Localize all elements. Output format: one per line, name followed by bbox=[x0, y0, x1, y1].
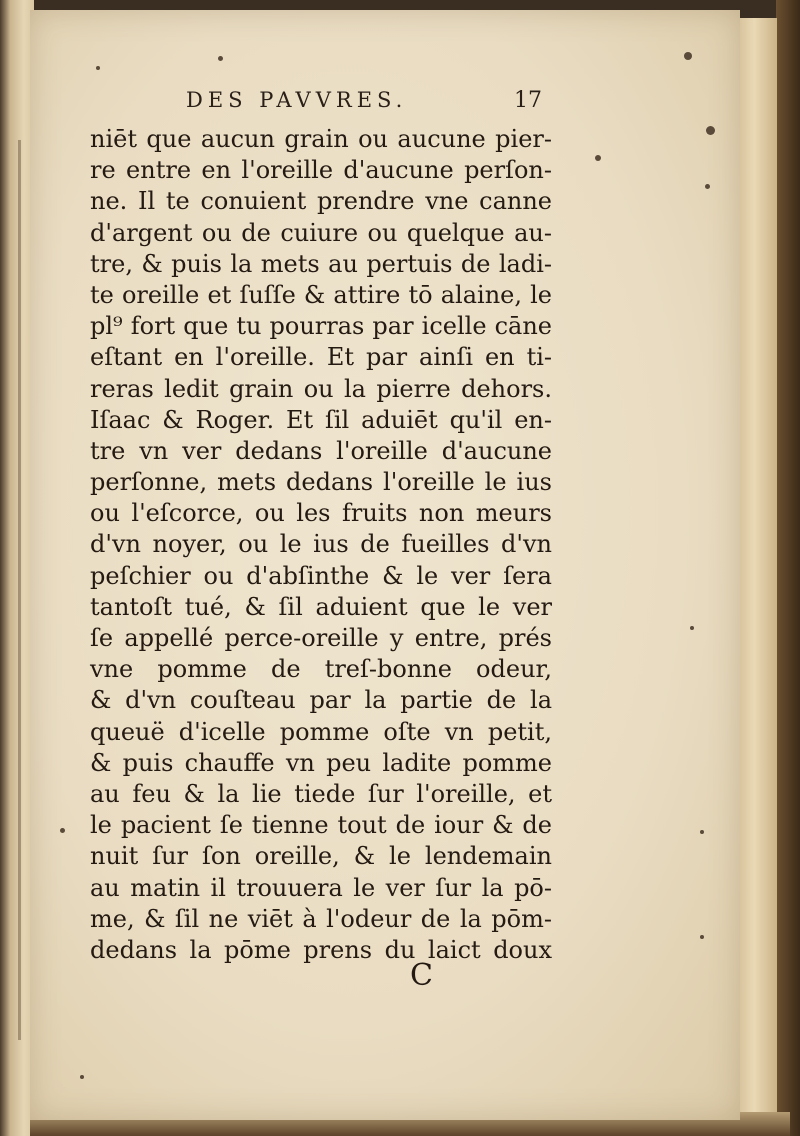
text-line: au matin il trouuera le ver ſur la pō- bbox=[90, 873, 552, 902]
text-line: vne pomme de treſ-bonne odeur, bbox=[90, 655, 552, 684]
text-line: nuit ſur ſon oreille, & le lendemain bbox=[90, 842, 552, 871]
text-line: tantoſt tué, & ſil aduient que le ver bbox=[90, 592, 552, 621]
text-line: d'argent ou de cuiure ou quelque au- bbox=[90, 218, 552, 247]
text-line: ſe appellé perce-oreille y entre, prés bbox=[90, 624, 552, 652]
text-line: ou l'eſcorce, ou les fruits non meurs bbox=[90, 499, 552, 528]
text-line: niēt que aucun grain ou aucune pier- bbox=[90, 125, 552, 153]
text-line: ne. Il te conuient prendre vne canne bbox=[90, 187, 552, 216]
paper-speck bbox=[218, 56, 223, 61]
paper-speck bbox=[684, 52, 692, 60]
paper-speck bbox=[706, 126, 715, 135]
text-line: & puis chauffe vn peu ladite pomme bbox=[90, 748, 552, 777]
text-line: tre, & puis la mets au pertuis de ladi- bbox=[90, 249, 552, 278]
text-line: d'vn noyer, ou le ius de fueilles d'vn bbox=[90, 530, 552, 559]
paper-speck bbox=[60, 828, 65, 833]
text-line: tre vn ver dedans l'oreille d'aucune bbox=[90, 436, 552, 465]
text-line: re entre en l'oreille d'aucune perſon- bbox=[90, 156, 552, 185]
text-line: eſtant en l'oreille. Et par ainſi en ti- bbox=[90, 343, 552, 372]
text-line: reras ledit grain ou la pierre dehors. bbox=[90, 374, 552, 403]
book-edge bbox=[776, 0, 800, 1136]
page-number: 17 bbox=[514, 88, 542, 113]
binding-crease bbox=[18, 140, 21, 1040]
paper-speck bbox=[690, 626, 694, 630]
text-line: le pacient ſe tienne tout de iour & de bbox=[90, 811, 552, 840]
fore-edge bbox=[738, 18, 777, 1118]
paper-speck bbox=[80, 1075, 84, 1079]
text-line: me, & ſil ne viēt à l'odeur de la pōm- bbox=[90, 904, 552, 933]
left-gutter bbox=[0, 0, 34, 1136]
text-line: peſchier ou d'abſinthe & le ver ſera bbox=[90, 561, 552, 590]
text-line: au feu & la lie tiede ſur l'oreille, et bbox=[90, 779, 552, 808]
text-block bbox=[90, 124, 552, 966]
text-line: perſonne, mets dedans l'oreille le ius bbox=[90, 468, 552, 497]
signature-mark: C bbox=[410, 958, 433, 993]
paper-speck bbox=[700, 830, 704, 834]
paper-speck bbox=[96, 66, 100, 70]
text-line: pl⁹ fort que tu pourras par icelle cāne bbox=[90, 312, 552, 341]
text-line: & d'vn couſteau par la partie de la bbox=[90, 686, 552, 715]
text-line: queuë d'icelle pomme oſte vn petit, bbox=[90, 717, 552, 746]
text-line: dedans la pōme prens du laict doux bbox=[90, 935, 552, 964]
paper-speck bbox=[700, 935, 704, 939]
paper-speck bbox=[595, 155, 601, 161]
text-line: Iſaac & Roger. Et ſil aduiēt qu'il en- bbox=[90, 405, 552, 434]
text-line: te oreille et ſuſſe & attire tō alaine, le bbox=[90, 280, 552, 309]
running-title: DES PAVVRES. bbox=[186, 88, 408, 112]
paper-speck bbox=[705, 184, 710, 189]
page-header bbox=[186, 88, 550, 122]
